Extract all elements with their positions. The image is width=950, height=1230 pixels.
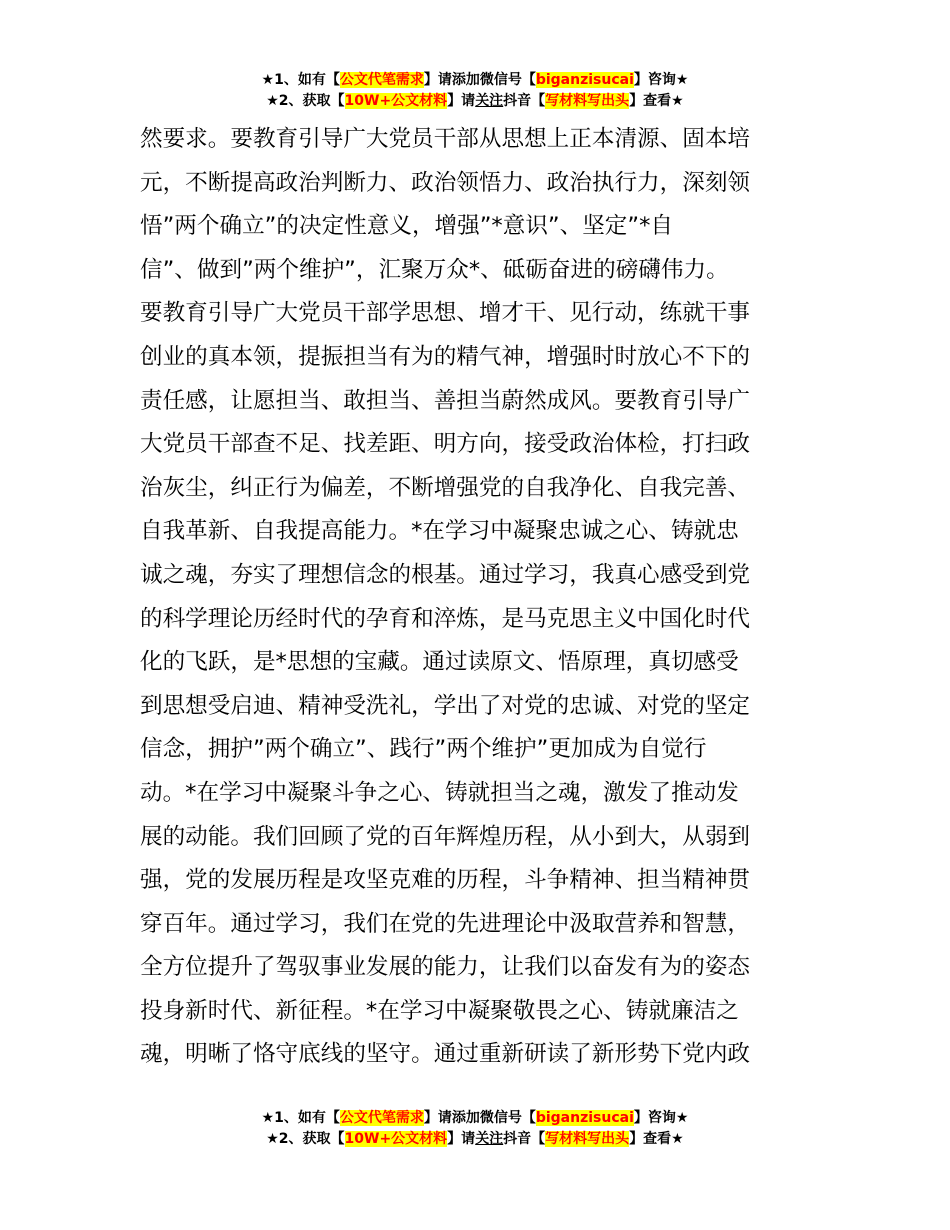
- footer-highlight-service: 公文代笔需求: [339, 1110, 424, 1126]
- body-line: 自我革新、自我提高能力。*在学习中凝聚忠诚之心、铸就忠: [140, 518, 739, 545]
- footer-follow-text: 关注: [475, 1131, 504, 1147]
- document-body: [140, 118, 820, 1077]
- body-line: 信念，拥护”两个确立”、践行”两个维护”更加成为自觉行: [140, 736, 707, 763]
- header-follow-text: 关注: [475, 93, 504, 109]
- body-line: 创业的真本领，提振担当有为的精气神，增强时时放心不下的: [140, 343, 751, 370]
- body-line: 穿百年。通过学习，我们在党的先进理论中汲取营养和智慧，: [140, 910, 751, 937]
- body-line: 责任感，让愿担当、敢担当、善担当蔚然成风。要教育引导广: [140, 387, 751, 414]
- footer-highlight-materials: 10W+公文材料: [344, 1131, 448, 1147]
- body-line: 动。*在学习中凝聚斗争之心、铸就担当之魂，激发了推动发: [140, 779, 739, 806]
- body-line: 信”、做到”两个维护”，汇聚万众*、砥砺奋进的磅礴伟力。: [140, 256, 729, 283]
- body-line: 元，不断提高政治判断力、政治领悟力、政治执行力，深刻领: [140, 169, 751, 196]
- header-banner: [0, 70, 950, 112]
- header-highlight-wechat-id: biganzisucai: [535, 72, 634, 88]
- body-line: 强，党的发展历程是攻坚克难的历程，斗争精神、担当精神贯: [140, 867, 751, 894]
- body-line: 治灰尘，纠正行为偏差，不断增强党的自我净化、自我完善、: [140, 474, 751, 501]
- header-banner-line-2: ★2、获取【10W+公文材料】请关注抖音【写材料写出头】查看★: [266, 93, 684, 109]
- header-highlight-service: 公文代笔需求: [339, 72, 424, 88]
- footer-banner-line-2: ★2、获取【10W+公文材料】请关注抖音【写材料写出头】查看★: [266, 1131, 684, 1147]
- body-line: 诚之魂，夯实了理想信念的根基。通过学习，我真心感受到党: [140, 561, 751, 588]
- body-line: 悟”两个确立”的决定性意义，增强”*意识”、坚定”*自: [140, 213, 673, 240]
- footer-banner-line-1: ★1、如有【公文代笔需求】请添加微信号【biganzisucai】咨询★: [261, 1110, 689, 1126]
- body-line: 魂，明晰了恪守底线的坚守。通过重新研读了新形势下党内政: [140, 1041, 751, 1068]
- body-line: 全方位提升了驾驭事业发展的能力，让我们以奋发有为的姿态: [140, 954, 751, 981]
- header-highlight-materials: 10W+公文材料: [344, 93, 448, 109]
- body-line: 的科学理论历经时代的孕育和淬炼，是马克思主义中国化时代: [140, 605, 751, 632]
- body-line: 大党员干部查不足、找差距、明方向，接受政治体检，打扫政: [140, 431, 751, 458]
- body-line: 然要求。要教育引导广大党员干部从思想上正本清源、固本培: [140, 126, 751, 152]
- header-banner-line-1: ★1、如有【公文代笔需求】请添加微信号【biganzisucai】咨询★: [261, 72, 689, 88]
- body-line: 化的飞跃，是*思想的宝藏。通过读原文、悟原理，真切感受: [140, 649, 739, 676]
- body-line: 要教育引导广大党员干部学思想、增才干、见行动，练就干事: [140, 300, 751, 327]
- footer-highlight-wechat-id: biganzisucai: [535, 1110, 634, 1126]
- footer-banner: [0, 1108, 950, 1150]
- header-highlight-douyin-account: 写材料写出头: [545, 93, 630, 109]
- body-line: 到思想受启迪、精神受洗礼，学出了对党的忠诚、对党的坚定: [140, 692, 751, 719]
- body-line: 投身新时代、新征程。*在学习中凝聚敬畏之心、铸就廉洁之: [140, 997, 739, 1024]
- footer-highlight-douyin-account: 写材料写出头: [545, 1131, 630, 1147]
- body-line: 展的动能。我们回顾了党的百年辉煌历程，从小到大，从弱到: [140, 823, 751, 850]
